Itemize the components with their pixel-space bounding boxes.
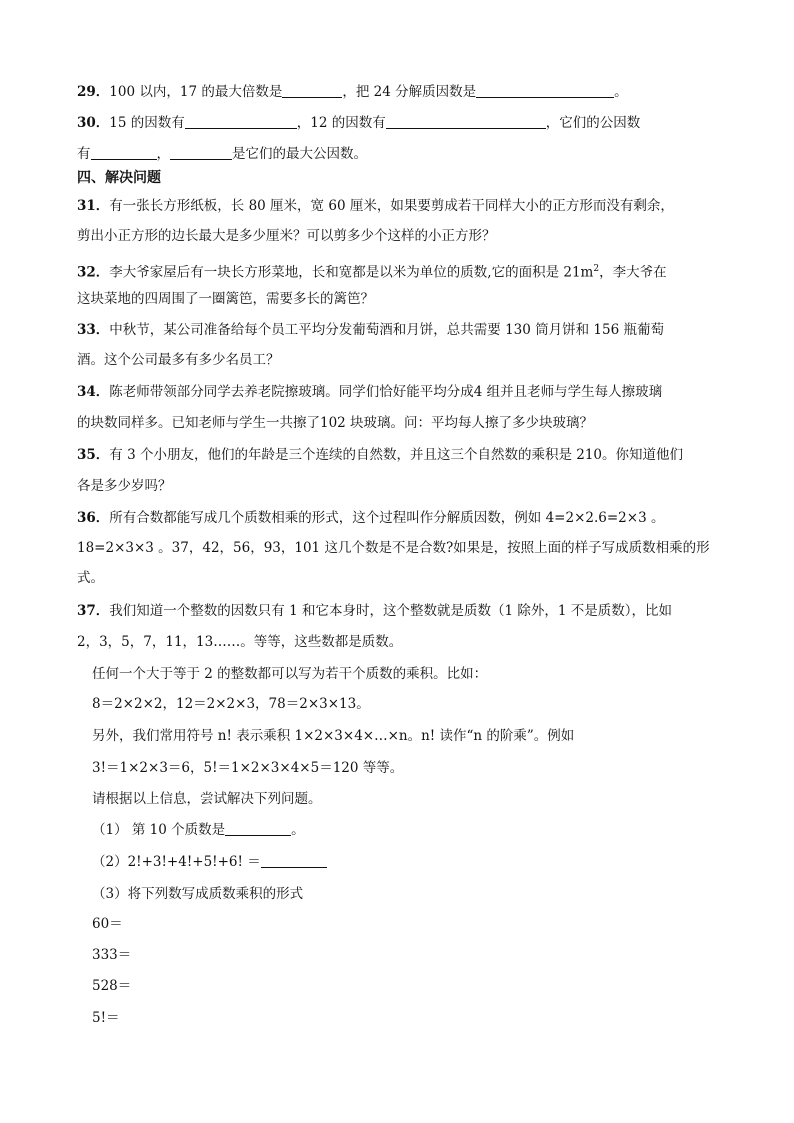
question-number: 37．: [77, 603, 110, 619]
question-number: 30．: [77, 115, 110, 131]
question-37-part-3: （3）将下列数写成质数乘积的形式: [92, 886, 304, 902]
question-number: 34．: [77, 384, 110, 400]
question-37-part-1: （1） 第 10 个质数是 。: [92, 822, 305, 838]
question-36-cont: 式。: [77, 570, 104, 586]
question-37-cont: 任何一个大于等于 2 的整数都可以写为若干个质数的乘积。比如：: [92, 666, 488, 682]
question-number: 31．: [77, 198, 110, 214]
question-36-cont: 18=2×3×3 。37，42，56，93，101 这几个数是不是合数?如果是，按照上面的样子写成质数相乘的形: [77, 540, 710, 556]
answer-blank[interactable]: [261, 853, 327, 868]
question-35-cont: 各是多少岁吗？: [77, 478, 172, 494]
answer-blank[interactable]: [282, 83, 342, 98]
question-34-cont: 的块数同样多。已知老师与学生一共擦了102 块玻璃。问：平均每人擦了多少块玻璃？: [77, 415, 594, 431]
question-32: 32．李大爷家屋后有一块长方形菜地，长和宽都是以米为单位的质数,它的面积是 $21m^2$，李大爷在: [77, 264, 667, 281]
answer-blank[interactable]: [225, 821, 291, 836]
question-37: 37．我们知道一个整数的因数只有 1 和它本身时，这个整数就是质数（1 除外，1 不是质数），比如: [77, 603, 672, 619]
question-number: 29．: [77, 84, 110, 100]
question-37-cont: 3!＝1×2×3＝6，5!＝1×2×3×4×5＝120 等等。: [92, 760, 404, 776]
question-37-cont: 8＝2×2×2，12＝2×2×3，78＝2×3×13。: [92, 696, 370, 712]
question-31: 31．有一张长方形纸板，长 80 厘米，宽 60 厘米，如果要剪成若干同样大小的正方形而没有剩余，: [77, 198, 674, 214]
question-37-cont: 另外，我们常用符号 n! 表示乘积 1×2×3×4×…×n。n! 读作“n 的阶乘”。例如: [92, 728, 575, 744]
question-37-part-2: （2）2!+3!+4!+5!+6! ＝: [92, 852, 794, 872]
question-number: 33．: [77, 322, 110, 338]
factorization-item: 333＝: [92, 947, 132, 963]
question-37-cont: 2，3，5，7，11，13……。等等，这些数都是质数。: [77, 634, 403, 650]
question-31-cont: 剪出小正方形的边长最大是多少厘米？可以剪多少个这样的小正方形？: [77, 228, 496, 244]
question-37-cont: 请根据以上信息，尝试解决下列问题。: [92, 791, 322, 807]
answer-blank[interactable]: [91, 145, 157, 160]
answer-blank[interactable]: [386, 114, 546, 129]
question-34: 34．陈老师带领部分同学去养老院擦玻璃。同学们恰好能平均分成4 组并且老师与学生每人擦玻璃: [77, 384, 663, 400]
factorization-item: 528＝: [92, 978, 132, 994]
factorization-item: 60＝: [92, 916, 123, 932]
question-35: 35．有 3 个小朋友，他们的年龄是三个连续的自然数，并且这三个自然数的乘积是 210。你知道他们: [77, 447, 684, 463]
question-number: 35．: [77, 447, 110, 463]
question-29: 29．100 以内，17 的最大倍数是 ，把 24 分解质因数是 。: [77, 84, 628, 100]
section-heading: 四、解决问题: [77, 170, 161, 186]
question-33: 33．中秋节，某公司准备给每个员工平均分发葡萄酒和月饼，总共需要 130 筒月饼和 156 瓶葡萄: [77, 322, 664, 338]
question-36: 36．所有合数都能写成几个质数相乘的形式，这个过程叫作分解质因数，例如 4=2×2.6=2×3 。: [77, 510, 665, 526]
answer-blank[interactable]: [476, 83, 614, 98]
question-number: 36．: [77, 510, 110, 526]
question-33-cont: 酒。这个公司最多有多少名员工？: [77, 352, 280, 368]
question-number: 32．: [77, 264, 110, 281]
question-30: 30．15 的因数有 ，12 的因数有 ，它们的公因数: [77, 115, 641, 131]
factorization-item: 5!＝: [92, 1010, 120, 1026]
question-30-cont: 有 ， 是它们的最大公因数。: [77, 146, 367, 162]
question-32-cont: 这块菜地的四周围了一圈篱笆，需要多长的篱笆？: [77, 291, 374, 307]
answer-blank[interactable]: [170, 145, 232, 160]
answer-blank[interactable]: [185, 114, 297, 129]
